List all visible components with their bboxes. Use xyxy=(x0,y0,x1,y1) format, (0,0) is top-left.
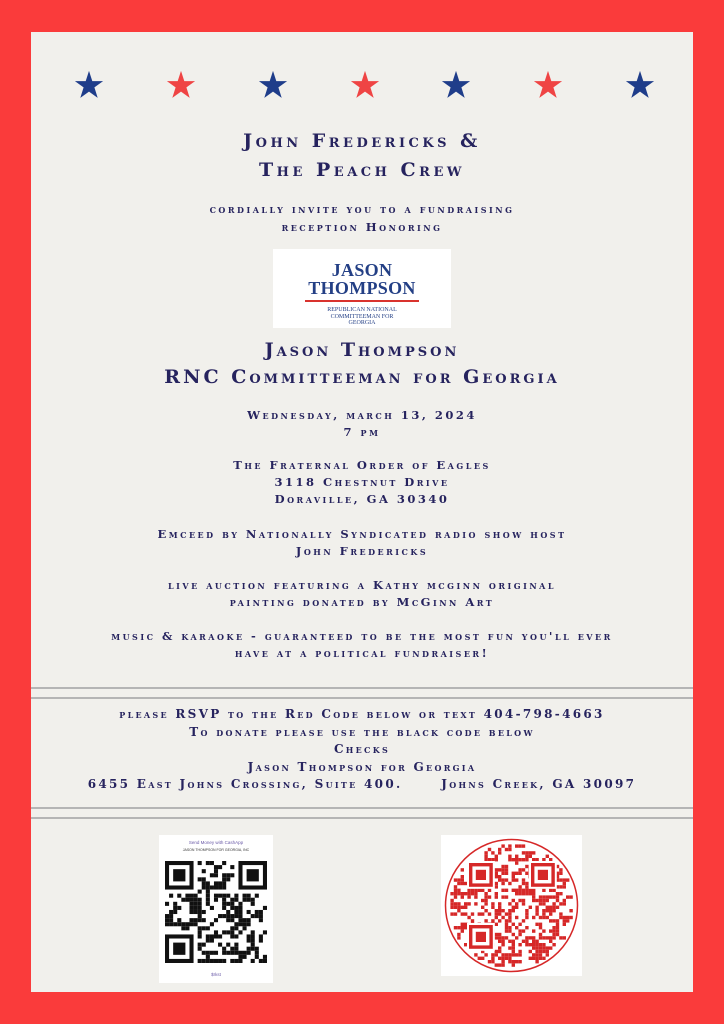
stars-row xyxy=(31,70,693,104)
star-icon xyxy=(350,70,380,100)
host-line-1: John Fredericks & xyxy=(243,130,481,152)
invite-line-1: cordially invite you to a fundraising xyxy=(209,202,515,216)
host-line-2: The Peach Crew xyxy=(259,159,465,181)
invite-line-2: reception Honoring xyxy=(281,220,443,234)
emcee-line-2: John Fredericks xyxy=(295,544,429,558)
logo-first-name: JASON xyxy=(331,260,393,280)
jason-thompson-logo xyxy=(273,249,451,328)
cashapp-caption: Send Money with CashApp xyxy=(188,840,244,845)
cashtag-caption: $rkst xyxy=(211,972,221,977)
event-date: Wednesday, march 13, 2024 xyxy=(247,408,477,422)
event-time: 7 pm xyxy=(343,425,381,439)
rsvp-qr-code[interactable] xyxy=(441,835,582,976)
logo-rule xyxy=(305,300,419,302)
emcee-line-1: Emceed by Nationally Syndicated radio show host xyxy=(157,527,567,541)
star-icon xyxy=(441,70,471,100)
logo-last-name: THOMPSON xyxy=(308,278,416,298)
auction-line-1: live auction featuring a Kathy mcginn original xyxy=(168,578,556,592)
music-line-1: music & karaoke - guaranteed to be the most fun you'll ever xyxy=(111,629,613,643)
auction-line-2: painting donated by McGinn Art xyxy=(229,595,495,609)
rsvp-line-5: 6455 East Johns Crossing, Suite 400. Johns Creek, GA 30097 xyxy=(87,777,637,791)
rsvp-block xyxy=(31,706,693,794)
rsvp-line-3: Checks xyxy=(333,742,391,756)
star-icon xyxy=(625,70,655,100)
donate-qr-code[interactable] xyxy=(165,861,267,963)
star-icon xyxy=(533,70,563,100)
logo-sub-2: COMMITTEEMAN FOR xyxy=(330,313,394,320)
rsvp-line-4: Jason Thompson for Georgia xyxy=(247,759,477,774)
star-icon xyxy=(74,70,104,100)
divider-bottom-1 xyxy=(31,807,693,809)
logo-subtitle xyxy=(273,307,451,327)
rsvp-line-1: please RSVP to the Red Code below or text 404-798-4663 xyxy=(119,707,605,721)
honoree-name: Jason Thompson xyxy=(264,339,460,361)
divider-top-1 xyxy=(31,687,693,689)
star-icon xyxy=(258,70,288,100)
venue-name: The Fraternal Order of Eagles xyxy=(233,458,491,472)
music-line-2: have at a political fundraiser! xyxy=(234,646,490,660)
divider-bottom-2 xyxy=(31,817,693,819)
star-icon xyxy=(166,70,196,100)
venue-street: 3118 Chestnut Drive xyxy=(274,475,450,489)
divider-top-2 xyxy=(31,697,693,699)
invitation-card xyxy=(31,32,693,992)
rsvp-line-2: To donate please use the black code below xyxy=(189,724,535,739)
cashapp-recipient: JASON THOMPSON FOR GEORGIA, INC xyxy=(182,848,250,852)
donate-qr-card[interactable] xyxy=(159,835,273,983)
honoree-title: RNC Committeeman for Georgia xyxy=(164,366,560,388)
logo-sub-1: REPUBLICAN NATIONAL xyxy=(327,307,397,313)
rsvp-qr-card[interactable] xyxy=(441,835,582,976)
venue-city: Doraville, GA 30340 xyxy=(274,492,450,506)
logo-sub-3: GEORGIA xyxy=(348,320,376,326)
